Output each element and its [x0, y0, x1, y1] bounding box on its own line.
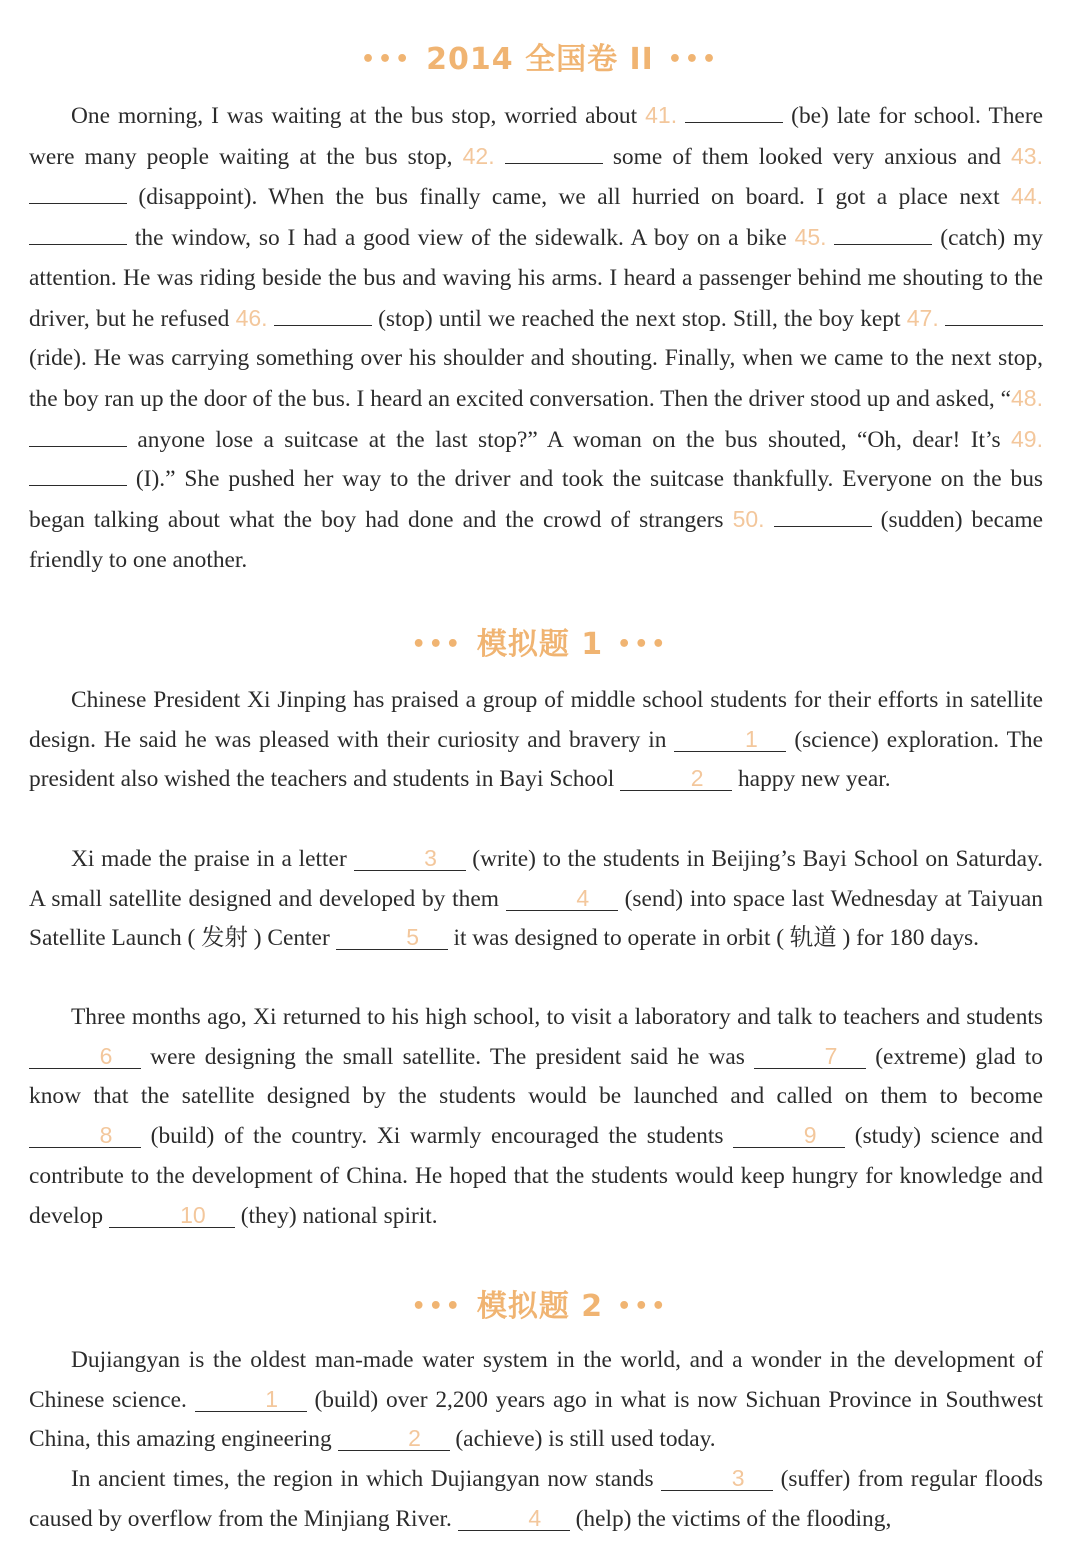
- answer-blank-numbered: 2: [338, 1426, 450, 1451]
- passage-text: (achieve) is still used today.: [449, 1426, 716, 1453]
- passage-text: (help) the victims of the flooding,: [569, 1505, 892, 1532]
- passage-text: Dujiangyan is the oldest man-made water system in the world, and a wonder in the development of Chinese science.: [29, 1347, 1043, 1413]
- answer-blank-numbered: 6: [29, 1044, 141, 1069]
- passage-text: Chinese President Xi Jinping has praised a group of middle school students for their efforts in satellite design. He said he was pleased with their curiosity and bravery in: [29, 687, 1043, 753]
- passage-mock-1-para-1: [29, 681, 1043, 800]
- question-number: 50.: [732, 506, 765, 533]
- answer-blank-numbered: 2: [620, 766, 732, 791]
- title-dots-right: •••: [617, 632, 669, 657]
- section-title-mock-1: [0, 619, 1080, 663]
- passage-text: happy new year.: [732, 766, 891, 793]
- title-dots-left: •••: [411, 632, 463, 657]
- answer-blank-numbered: 4: [458, 1506, 570, 1531]
- answer-blank: [29, 226, 127, 245]
- question-number: 48.: [1011, 384, 1043, 411]
- section-title-text: 模拟题 1: [476, 627, 604, 662]
- passage-text: were designing the small satellite. The president said he was: [141, 1043, 755, 1070]
- passage-text: Xi made the praise in a letter: [71, 846, 354, 872]
- passage-text: (I).” She pushed her way to the driver and took the suitcase thankfully. Everyone on the bus began talking about what the boy had done and the crowd of strangers: [29, 466, 1043, 534]
- answer-blank: [774, 508, 872, 527]
- answer-blank-numbered: 3: [661, 1466, 773, 1491]
- answer-blank: [834, 226, 932, 245]
- question-number: 45.: [794, 224, 827, 251]
- passage-mock-2-para-2: [29, 1460, 1043, 1539]
- answer-blank: [29, 428, 127, 447]
- section-title-mock-2: [0, 1281, 1080, 1325]
- title-dots-left: •••: [360, 47, 413, 72]
- title-dots-left: •••: [411, 1294, 463, 1319]
- question-number: 42.: [462, 142, 495, 169]
- answer-blank: [945, 307, 1043, 326]
- question-number: 41.: [645, 102, 678, 128]
- passage-text: (write) to the students in Beijing’s Bayi School on Saturday. A small satellite designed and developed by them: [29, 846, 1044, 912]
- question-number: 43.: [1011, 142, 1043, 169]
- passage-text: (extreme) glad to know that the satellite designed by the students would be launched and called on them to become: [29, 1043, 1043, 1110]
- passage-mock-2-para-1: [29, 1341, 1043, 1460]
- section-title-2014: [0, 34, 1080, 78]
- passage-text: (disappoint). When the bus finally came, we all hurried on board. I got a place next: [127, 184, 1012, 211]
- answer-blank: [505, 145, 603, 164]
- passage-text: (ride). He was carrying something over his shoulder and shouting. Finally, when we came to the next stop, the boy ran up the door of the bus. I heard an excited conversation. Then the driver stood up and asked, “: [29, 345, 1043, 412]
- passage-text: it was designed to operate in orbit ( 轨道 ) for 180 days.: [447, 925, 979, 952]
- answer-blank-numbered: 8: [29, 1123, 141, 1148]
- passage-text: the window, so I had a good view of the sidewalk. A boy on a bike: [127, 225, 795, 252]
- answer-blank: [685, 104, 783, 123]
- passage-text: (study) science and contribute to the development of China. He hoped that the students would keep hungry for knowledge and develop: [29, 1123, 1043, 1229]
- title-dots-right: •••: [667, 47, 720, 72]
- passage-text: some of them looked very anxious and: [602, 143, 1012, 170]
- passage-text: In ancient times, the region in which Dujiangyan now stands: [71, 1466, 662, 1492]
- answer-blank: [274, 307, 372, 326]
- passage-text: (they) national spirit.: [234, 1202, 438, 1229]
- passage-text: (science) exploration. The president also wished the teachers and students in Bayi School: [29, 726, 1043, 793]
- answer-blank-numbered: 1: [195, 1387, 307, 1412]
- passage-text: (be) late for school. There were many people waiting at the bus stop,: [29, 103, 1043, 170]
- passage-2014: [29, 96, 1043, 580]
- passage-text: (suffer) from regular floods caused by overflow from the Minjiang River.: [29, 1466, 1043, 1532]
- answer-blank: [29, 185, 127, 204]
- answer-blank: [29, 467, 127, 486]
- answer-blank-numbered: 3: [354, 846, 466, 871]
- title-dots-right: •••: [617, 1294, 669, 1319]
- passage-text: anyone lose a suitcase at the last stop?” A woman on the bus shouted, “Oh, dear! It’s: [127, 426, 1012, 453]
- question-number: 46.: [235, 304, 268, 331]
- question-number: 44.: [1011, 183, 1043, 210]
- answer-blank-numbered: 9: [733, 1123, 845, 1148]
- passage-mock-1-para-2: [29, 840, 1043, 959]
- section-title-text: 模拟题 2: [476, 1289, 604, 1324]
- passage-text: (sudden) became friendly to one another.: [29, 507, 1043, 573]
- answer-blank-numbered: 4: [506, 886, 618, 911]
- answer-blank-numbered: 7: [754, 1044, 866, 1069]
- section-title-text: 2014 全国卷 II: [426, 42, 654, 77]
- passage-text: (send) into space last Wednesday at Taiyuan Satellite Launch ( 发射 ) Center: [29, 885, 1043, 952]
- passage-text: One morning, I was waiting at the bus stop, worried about: [71, 103, 646, 129]
- question-number: 47.: [906, 304, 939, 331]
- passage-text: Three months ago, Xi returned to his high school, to visit a laboratory and talk to teachers and students: [71, 1004, 1043, 1030]
- answer-blank-numbered: 1: [674, 727, 786, 752]
- passage-text: (build) of the country. Xi warmly encouraged the students: [141, 1123, 734, 1150]
- passage-text: (catch) my attention. He was riding beside the bus and waving his arms. I heard a passenger behind me shouting to the driver, but he refused: [29, 225, 1043, 332]
- answer-blank-numbered: 5: [336, 925, 448, 950]
- passage-mock-1-para-3: [29, 998, 1043, 1236]
- passage-text: (build) over 2,200 years ago in what is now Sichuan Province in Southwest China, this amazing engineering: [29, 1386, 1043, 1453]
- question-number: 49.: [1011, 425, 1043, 452]
- answer-blank-numbered: 10: [109, 1203, 235, 1228]
- passage-text: (stop) until we reached the next stop. Still, the boy kept: [371, 305, 907, 332]
